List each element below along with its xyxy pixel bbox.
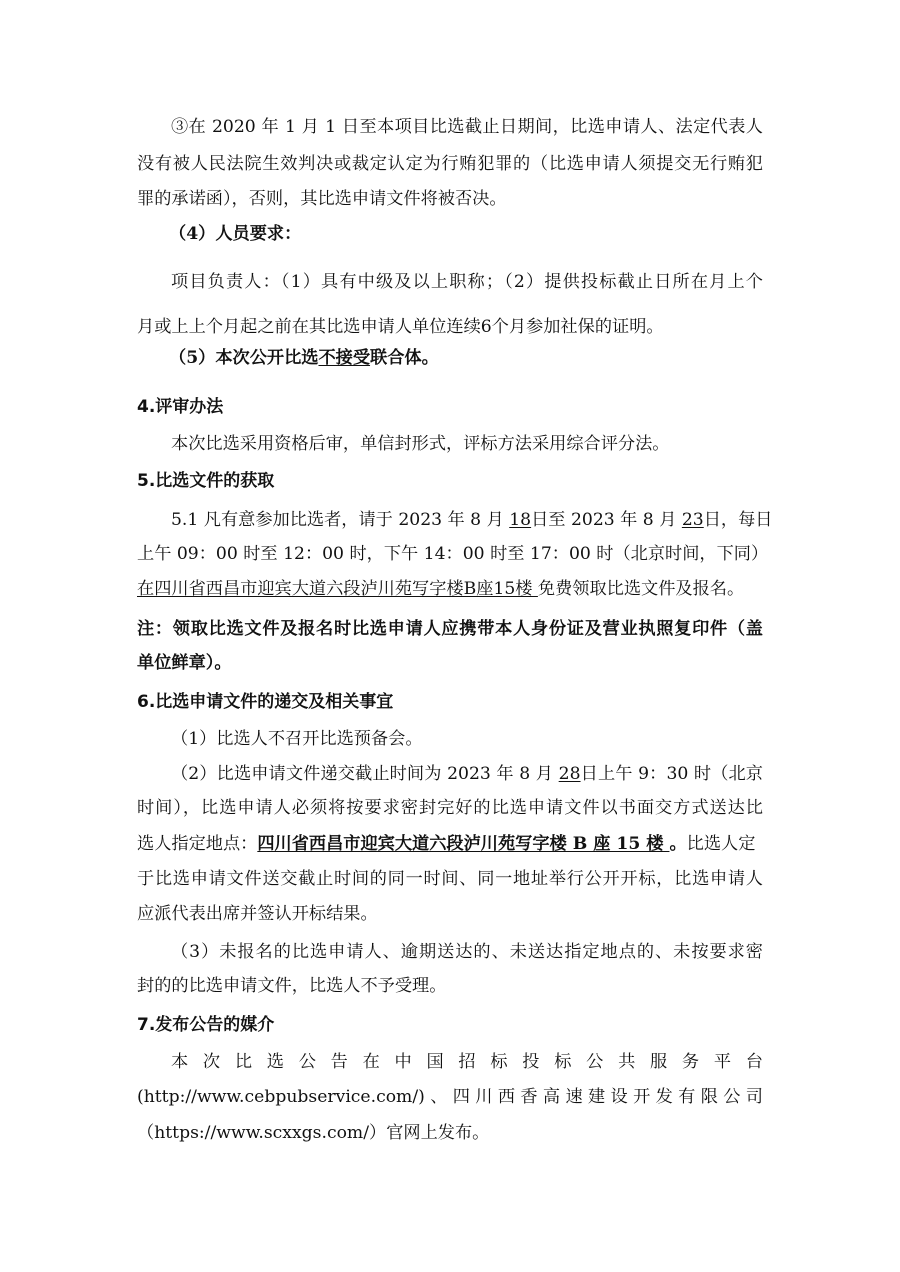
consortium-note-text: 联合体。 xyxy=(370,348,439,368)
text-run: 比选人定 xyxy=(686,834,756,854)
paragraph-line: （3）未报名的比选申请人、逾期送达的、未送达指定地点的、未按要求密 xyxy=(171,942,763,962)
text-run: 。 xyxy=(669,834,687,854)
address-underlined: 在四川省西昌市迎宾大道六段泸川苑写字楼B座15楼 xyxy=(137,579,538,599)
section-heading: 7.发布公告的媒介 xyxy=(137,1015,275,1035)
paragraph-line: 项目负责人：（1）具有中级及以上职称；（2）提供投标截止日所在月上个 xyxy=(171,272,763,292)
text-run: （2）比选申请文件递交截止时间为 2023 年 8 月 xyxy=(171,764,559,784)
paragraph-line: 没有被人民法院生效判决或裁定认定为行贿犯罪的（比选申请人须提交无行贿犯 xyxy=(137,154,763,174)
date-underlined: 18 xyxy=(509,510,532,530)
consortium-note-underlined: 不接受 xyxy=(318,348,371,368)
consortium-note xyxy=(169,343,795,373)
paragraph-line: 于比选申请文件送交截止时间的同一时间、同一地址举行公开开标，比选申请人 xyxy=(137,869,763,889)
address-underlined: 四川省西昌市迎宾大道六段泸川苑写字楼 B 座 15 楼 xyxy=(257,834,670,854)
text-run: 日，每日 xyxy=(703,510,773,530)
text-run: 选人指定地点： xyxy=(137,834,258,854)
paragraph-line: 时间），比选申请人必须将按要求密封完好的比选申请文件以书面交方式送达比 xyxy=(137,798,763,818)
paragraph-line xyxy=(137,829,763,859)
section-heading: 4.评审办法 xyxy=(137,397,224,417)
text-run: 5.1 凡有意参加比选者，请于 2023 年 8 月 xyxy=(171,510,510,530)
date-underlined: 23 xyxy=(681,510,704,530)
paragraph-line: 本次比选采用资格后审，单信封形式，评标方法采用综合评分法。 xyxy=(171,434,670,454)
personnel-requirements-title: （4）人员要求： xyxy=(169,224,302,244)
section-heading: 6.比选申请文件的递交及相关事宜 xyxy=(137,692,394,712)
paragraph-line: (http://www.cebpubservice.com/)、四川西香高速建设开发有限公司 xyxy=(137,1087,763,1107)
paragraph-line xyxy=(137,759,763,789)
consortium-note-text: （5）本次公开比选 xyxy=(169,348,319,368)
text-run: 日至 2023 年 8 月 xyxy=(531,510,682,530)
paragraph-line: 封的的比选申请文件，比选人不予受理。 xyxy=(137,976,447,996)
date-underlined: 28 xyxy=(558,764,581,784)
paragraph-line: 应派代表出席并签认开标结果。 xyxy=(137,904,378,924)
paragraph-line xyxy=(137,574,763,604)
section-heading: 5.比选文件的获取 xyxy=(137,471,275,491)
paragraph-line: （1）比选人不召开比选预备会。 xyxy=(171,729,423,749)
paragraph-line: 上午 09：00 时至 12：00 时，下午 14：00 时至 17：00 时（北京时间，下同） xyxy=(137,544,769,564)
note-line: 注：领取比选文件及报名时比选申请人应携带本人身份证及营业执照复印件（盖 xyxy=(137,619,763,639)
note-line: 单位鲜章）。 xyxy=(137,653,232,673)
paragraph-line: 罪的承诺函），否则，其比选申请文件将被否决。 xyxy=(137,189,507,209)
paragraph-line: 本次比选公告在中国招标投标公共服务平台 xyxy=(171,1052,763,1072)
text-run: 免费领取比选文件及报名。 xyxy=(537,579,745,599)
paragraph-line: ③在 2020 年 1 月 1 日至本项目比选截止日期间，比选申请人、法定代表人 xyxy=(171,117,763,137)
paragraph-line xyxy=(137,505,773,535)
text-run: 日上午 9：30 时（北京 xyxy=(580,764,763,784)
paragraph-line: （https://www.scxxgs.com/）官网上发布。 xyxy=(137,1123,490,1143)
paragraph-line: 月或上上个月起之前在其比选申请人单位连续6个月参加社保的证明。 xyxy=(137,317,664,337)
